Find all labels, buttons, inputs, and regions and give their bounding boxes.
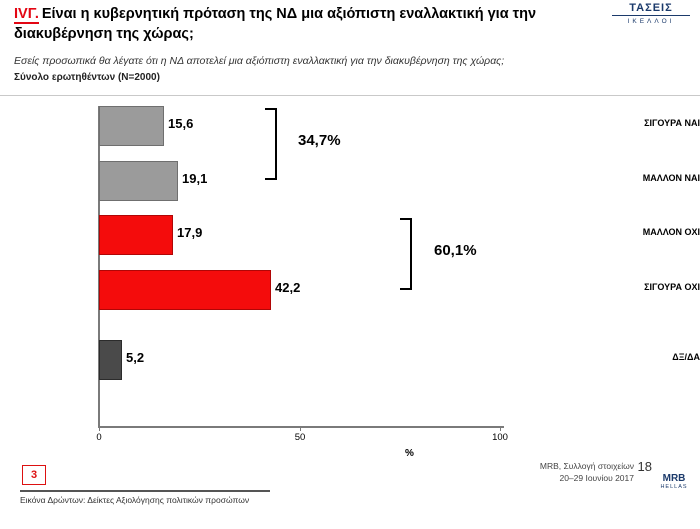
chart-footer xyxy=(0,457,700,529)
page-title xyxy=(14,4,614,44)
bracket-no-group xyxy=(400,218,412,290)
value-label-sigoura-nai: 15,6 xyxy=(168,116,194,131)
source-line-1: MRB, Συλλογή στοιχείων xyxy=(539,461,634,471)
page-number: 18 xyxy=(637,459,652,474)
bar-sigoura-nai xyxy=(99,106,164,146)
logo-text-secondary: ΙΚΕΛΛΟΙ xyxy=(627,18,675,25)
page-box: 3 xyxy=(22,465,46,485)
value-label-dk-da: 5,2 xyxy=(126,350,145,365)
category-label-mallon-oxi: ΜΑΛΛΟΝ ΟΧΙ xyxy=(642,227,700,237)
value-label-mallon-nai: 19,1 xyxy=(182,171,208,186)
value-label-sigoura-oxi: 42,2 xyxy=(275,280,301,295)
x-axis-title: % xyxy=(405,448,414,459)
footer-divider xyxy=(20,490,270,492)
footer-note: Εικόνα Δρώντων: Δείκτες Αξιολόγησης πολιτικών προσώπων xyxy=(20,495,250,505)
tasseis-logo xyxy=(612,2,690,25)
title-prefix: IVΓ. xyxy=(14,6,39,22)
x-tick-label-100: 100 xyxy=(492,432,508,443)
mrb-logo-primary: MRB xyxy=(662,473,686,484)
title-line-1: Είναι η κυβερνητική πρόταση της ΝΔ μια αξιόπιστη εναλλακτική για την xyxy=(41,6,537,22)
group-total-yes: 34,7% xyxy=(298,132,341,149)
mrb-logo-secondary: HELLAS xyxy=(660,484,688,490)
bar-mallon-nai xyxy=(99,161,178,201)
x-tick-label-0: 0 xyxy=(96,432,102,443)
x-tick-label-50: 50 xyxy=(294,432,306,443)
x-axis-line xyxy=(98,426,504,428)
group-total-no: 60,1% xyxy=(434,242,477,259)
x-tick-100 xyxy=(500,426,501,431)
chart-header xyxy=(0,0,700,62)
x-tick-50 xyxy=(300,426,301,431)
category-label-mallon-nai: ΜΑΛΛΟΝ ΝΑΙ xyxy=(642,173,700,183)
bar-chart xyxy=(0,96,700,459)
category-label-dk-da: ΔΞ/ΔΑ xyxy=(672,352,700,362)
logo-text-primary: ΤΑΣΕΙΣ xyxy=(612,2,690,16)
source-line-2: 20–29 Ιουνίου 2017 xyxy=(559,473,634,483)
question-subtitle: Εσείς προσωπικά θα λέγατε ότι η ΝΔ αποτελεί μια αξιόπιστη εναλλακτική για την διακυβέρνηση της χώρας; xyxy=(14,55,505,67)
value-label-mallon-oxi: 17,9 xyxy=(177,225,203,240)
bar-sigoura-oxi xyxy=(99,270,271,310)
category-label-sigoura-nai: ΣΙΓΟΥΡΑ ΝΑΙ xyxy=(644,118,700,128)
bracket-yes-group xyxy=(265,108,277,180)
category-label-sigoura-oxi: ΣΙΓΟΥΡΑ ΟΧΙ xyxy=(644,282,700,292)
bar-mallon-oxi xyxy=(99,215,173,255)
sample-size-label: Σύνολο ερωτηθέντων (N=2000) xyxy=(14,72,160,83)
x-tick-0 xyxy=(99,426,100,431)
bar-dk-da xyxy=(99,340,122,380)
title-line-2: διακυβέρνηση της χώρας; xyxy=(14,26,194,42)
mrb-logo xyxy=(654,473,694,490)
